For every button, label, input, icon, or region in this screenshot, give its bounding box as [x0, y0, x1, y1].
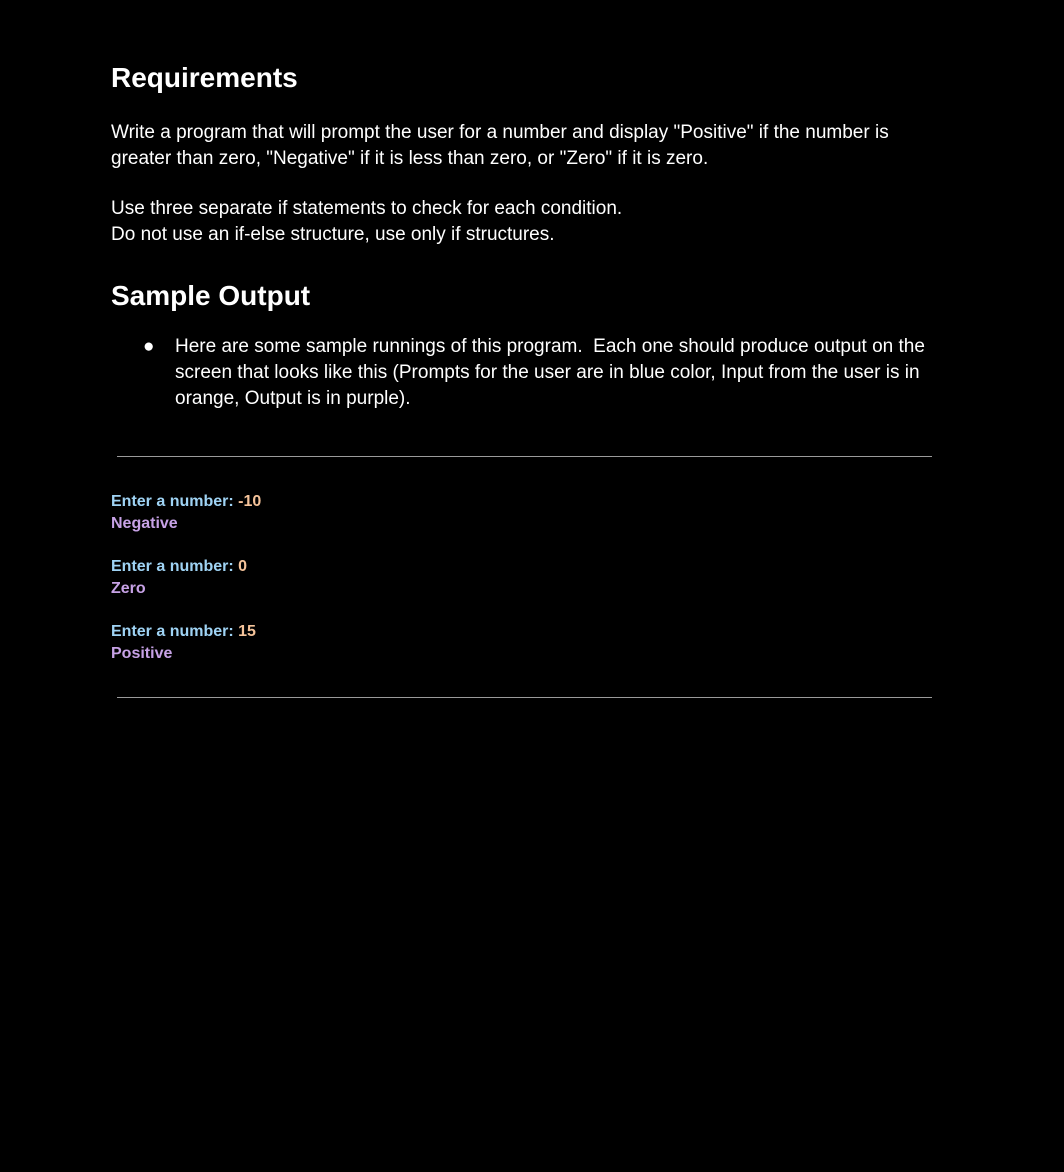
sample-run	[111, 556, 261, 600]
output-text: Negative	[111, 515, 178, 532]
prompt-text: Enter a number:	[111, 623, 239, 640]
sample-run	[111, 621, 261, 665]
output-text: Positive	[111, 645, 173, 662]
user-input-value: 0	[238, 558, 248, 575]
run-input-line	[111, 556, 261, 578]
bullet-icon: ●	[143, 336, 155, 357]
run-input-line	[111, 621, 261, 643]
bottom-divider	[117, 697, 932, 698]
requirements-heading: Requirements	[111, 62, 298, 93]
sample-run	[111, 491, 261, 535]
output-text: Zero	[111, 580, 146, 597]
requirements-rule-line-2: Do not use an if-else structure, use only if structures.	[111, 224, 555, 245]
user-input-value: -10	[238, 493, 262, 510]
run-input-line	[111, 491, 261, 513]
document-body	[111, 60, 941, 412]
sample-output-heading: Sample Output	[111, 280, 311, 311]
top-divider	[117, 456, 932, 457]
requirements-rule-line-1: Use three separate if statements to check for each condition.	[111, 198, 623, 219]
sample-output-list	[111, 334, 941, 412]
prompt-text: Enter a number:	[111, 558, 239, 575]
requirements-paragraph: Write a program that will prompt the user for a number and display "Positive" if the number is greater than zero, "Negative" if it is less than zero, or "Zero" if it is zero.	[111, 122, 889, 169]
user-input-value: 15	[238, 623, 256, 640]
list-item	[111, 334, 935, 412]
sample-output-description: Here are some sample runnings of this program. Each one should produce output on the screen that looks like this (Prompts for the user are in blue color, Input from the user is in orange, Output is in purple).	[175, 336, 931, 409]
prompt-text: Enter a number:	[111, 493, 239, 510]
sample-runs	[111, 491, 261, 686]
